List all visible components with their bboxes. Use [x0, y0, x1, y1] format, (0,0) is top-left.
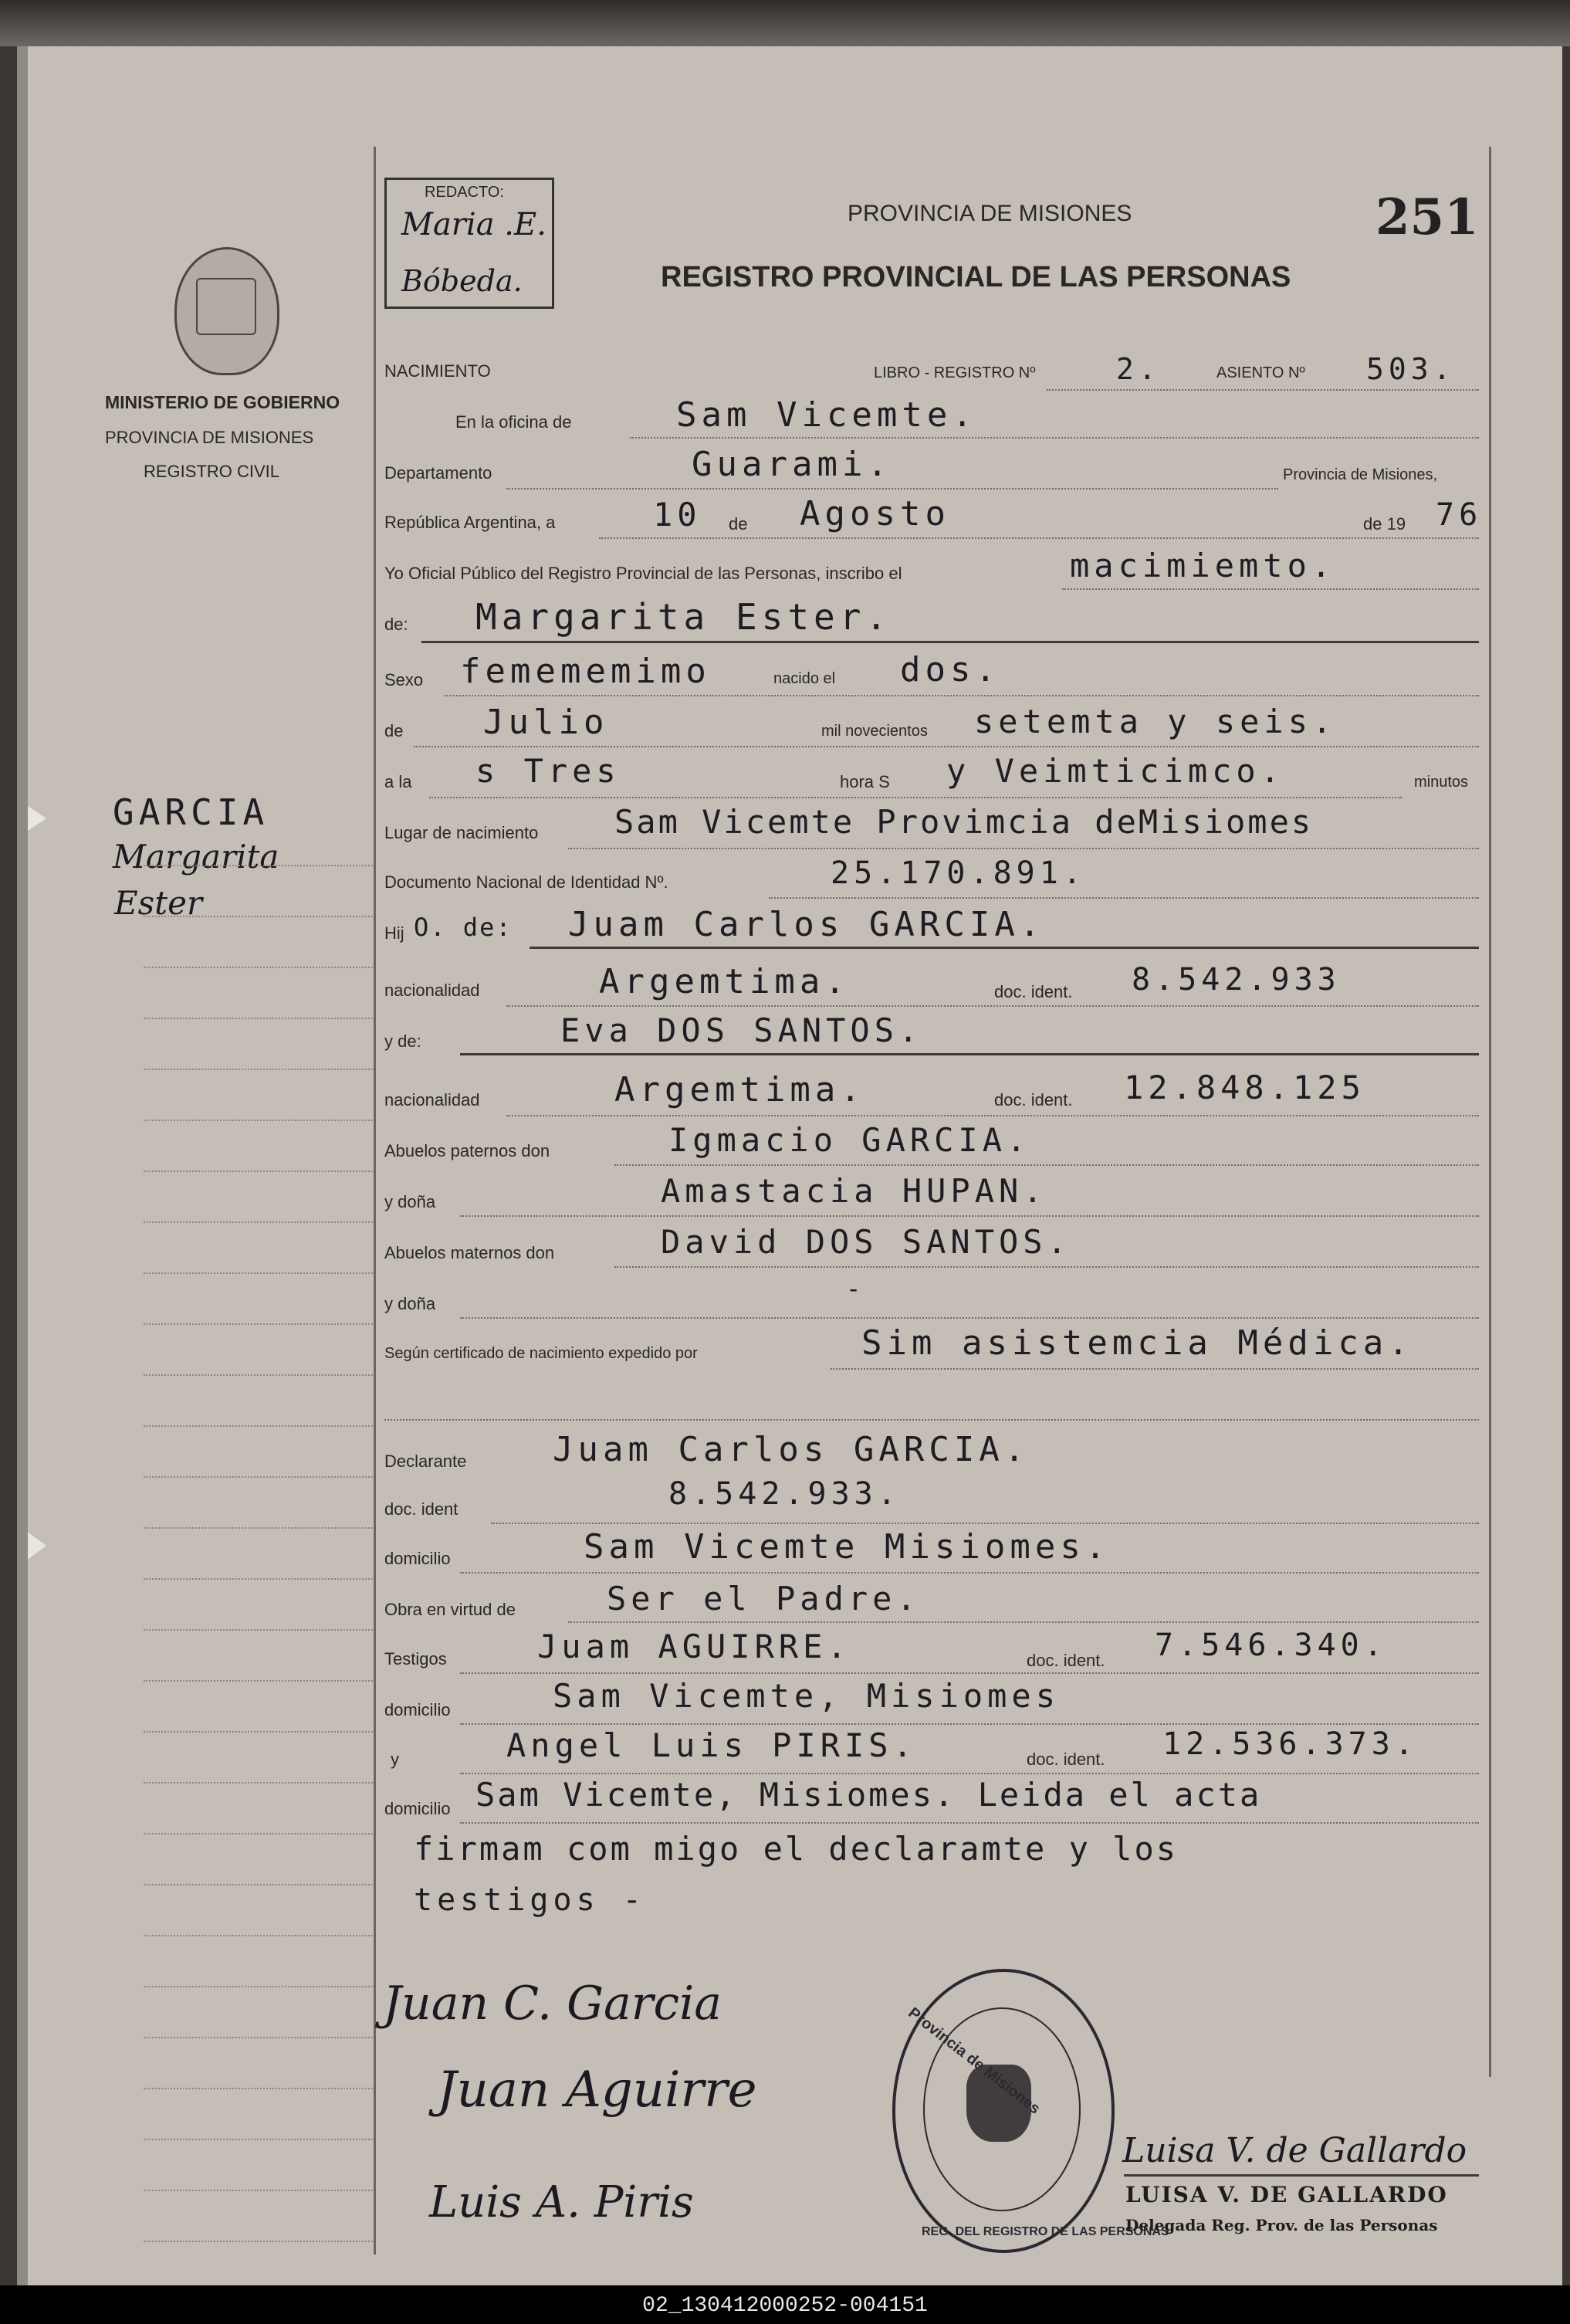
- testigo1-dom-label: domicilio: [384, 1700, 451, 1719]
- cierre-line1: firmam com migo el declaramte y los: [414, 1830, 1179, 1868]
- testigo2-line: [460, 1773, 1479, 1774]
- margin-rule: [144, 1170, 375, 1172]
- margin-rule: [144, 1527, 375, 1529]
- madre-rule: [460, 1053, 1479, 1055]
- abp-dona-label: y doña: [384, 1192, 436, 1211]
- margin-rule: [144, 2241, 375, 2242]
- abp-dona-line: [460, 1215, 1479, 1217]
- margin-rule: [144, 1986, 375, 1987]
- testigo1-line: [460, 1672, 1479, 1674]
- redacto-name1: Maria .E.: [401, 207, 546, 242]
- stamp-text-bottom: REG. DEL REGISTRO DE LAS PERSONAS: [922, 2225, 1169, 2238]
- margin-note-line3: Ester: [114, 884, 203, 922]
- nombre-rule: [421, 641, 1479, 643]
- testigo2-dom: Sam Vicemte, Misiomes. Leida el acta: [475, 1776, 1262, 1814]
- depto-value: Guarami.: [692, 445, 892, 484]
- testigo1-doc-label: doc. ident.: [1027, 1651, 1105, 1670]
- declarante-value: Juam Carlos GARCIA.: [553, 1430, 1030, 1469]
- declarante-label: Declarante: [384, 1452, 467, 1471]
- margin-rule: [144, 2037, 375, 2038]
- testigo1-doc: 7.546.340.: [1155, 1628, 1387, 1663]
- mes-nac-value: Julio: [483, 703, 609, 742]
- top-band: [0, 0, 1570, 46]
- madre-doc-value: 12.848.125: [1124, 1069, 1365, 1106]
- right-border: [1489, 147, 1491, 2077]
- anio-label: de 19: [1363, 514, 1406, 534]
- hora-value: s Tres: [475, 752, 621, 790]
- abm-dona-label: y doña: [384, 1294, 436, 1313]
- margin-note-line2: Margarita: [113, 838, 279, 876]
- margin-rule: [144, 1120, 375, 1121]
- abm-dona-value: -: [846, 1274, 866, 1303]
- binding-tear-2: [23, 1529, 46, 1563]
- margin-rule: [144, 1476, 375, 1478]
- left-border: [374, 147, 376, 2255]
- fecha-line: [599, 537, 1479, 539]
- nacido-label: nacido el: [773, 670, 836, 687]
- margin-rule: [144, 1935, 375, 1936]
- margin-rule: [144, 1629, 375, 1631]
- signature-1: Juan C. Garcia: [383, 1977, 722, 2031]
- sidebar-province: PROVINCIA DE MISIONES: [105, 428, 314, 447]
- min-value: y Veimticimco.: [946, 752, 1285, 790]
- madre-doc-label: doc. ident.: [994, 1090, 1073, 1109]
- sexo-value: femememimo: [460, 652, 711, 691]
- oficina-value: Sam Vicemte.: [676, 395, 977, 435]
- padre-nac-label: nacionalidad: [384, 981, 480, 1000]
- testigo1-value: Juam AGUIRRE.: [537, 1628, 851, 1665]
- de2-label: de: [384, 721, 404, 740]
- margin-rule: [144, 1221, 375, 1223]
- madre-value: Eva DOS SANTOS.: [560, 1011, 923, 1049]
- minutos-label: minutos: [1414, 774, 1469, 791]
- dia-value: 10: [653, 496, 702, 534]
- de-nombre-label: de:: [384, 615, 408, 634]
- page-number: 251: [1375, 188, 1479, 246]
- ministry-label: MINISTERIO DE GOBIERNO: [105, 392, 340, 412]
- testigo2-value: Angel Luis PIRIS.: [506, 1726, 917, 1764]
- libro-label: LIBRO - REGISTRO Nº: [874, 364, 1036, 381]
- dni-line: [769, 897, 1479, 899]
- margin-rule: [144, 1425, 375, 1427]
- mil-label: mil novecientos: [821, 723, 928, 740]
- padre-doc-label: doc. ident.: [994, 982, 1073, 1001]
- testigo1-dom-line: [460, 1723, 1479, 1725]
- official-name: LUISA V. DE GALLARDO: [1125, 2182, 1448, 2207]
- padre-rule: [530, 947, 1479, 949]
- oficina-line: [630, 437, 1479, 439]
- madre-nac-label: nacionalidad: [384, 1090, 480, 1109]
- nacido-value: dos.: [900, 650, 1000, 689]
- abp-dona-value: Amastacia HUPAN.: [661, 1172, 1047, 1210]
- inscribo-value: macimiemto.: [1070, 547, 1336, 584]
- margin-rule: [144, 2139, 375, 2140]
- obra-label: Obra en virtud de: [384, 1600, 516, 1619]
- depto-label: Departamento: [384, 463, 492, 483]
- official-title: Delegada Reg. Prov. de las Personas: [1125, 2216, 1438, 2234]
- sidebar-civil: REGISTRO CIVIL: [144, 462, 280, 481]
- binding-tear-1: [23, 803, 46, 834]
- y-label: y: [391, 1750, 399, 1769]
- testigo1-dom: Sam Vicemte, Misiomes: [553, 1677, 1061, 1715]
- declarante-doc: 8.542.933.: [668, 1476, 901, 1512]
- registry-title: REGISTRO PROVINCIAL DE LAS PERSONAS: [661, 261, 1291, 293]
- madre-nac-line: [506, 1115, 1479, 1116]
- ala-label: a la: [384, 772, 412, 791]
- nombre-value: Margarita Ester.: [475, 596, 892, 638]
- margin-rule: [144, 1069, 375, 1070]
- stamp-text-top: Provincia de Misiones: [905, 2004, 1044, 2118]
- redacto-name2: Bóbeda.: [401, 264, 523, 298]
- libro-value: 2.: [1116, 352, 1161, 386]
- anio-nac-value: setemta y seis.: [974, 703, 1337, 740]
- yo-label: Yo Oficial Público del Registro Provincial de las Personas, inscribo el: [384, 564, 902, 583]
- margin-rule: [144, 967, 375, 968]
- obra-value: Ser el Padre.: [607, 1580, 921, 1618]
- margin-rule: [144, 1323, 375, 1325]
- yde-label: y de:: [384, 1032, 421, 1051]
- padre-nac-line: [506, 1005, 1479, 1007]
- provincia-label: Provincia de Misiones,: [1283, 466, 1438, 483]
- nacimiento-label: NACIMIENTO: [384, 361, 491, 381]
- margin-rule: [144, 1374, 375, 1376]
- hijo-suffix: O. de:: [414, 913, 513, 942]
- margin-rule: [144, 1833, 375, 1834]
- madre-nac-value: Argemtima.: [614, 1070, 865, 1109]
- cierre-line2: testigos -: [414, 1882, 646, 1918]
- abp-value: Igmacio GARCIA.: [668, 1121, 1031, 1159]
- mes-value: Agosto: [800, 494, 950, 534]
- domicilio-label: domicilio: [384, 1549, 451, 1568]
- padre-value: Juam Carlos GARCIA.: [568, 905, 1045, 944]
- depto-line: [506, 488, 1278, 490]
- lugar-line: [568, 848, 1479, 849]
- abm-label: Abuelos maternos don: [384, 1243, 555, 1262]
- hijo-label: Hij: [384, 923, 404, 943]
- asiento-value: 503.: [1366, 352, 1456, 386]
- anio-value: 76: [1436, 497, 1483, 533]
- abm-line: [614, 1266, 1479, 1268]
- redacto-label: REDACTO:: [425, 184, 504, 201]
- docident-label: doc. ident: [384, 1499, 458, 1519]
- hora-line: [429, 797, 1402, 798]
- segun-value: Sim asistemcia Médica.: [861, 1323, 1413, 1363]
- segun-line: [831, 1368, 1479, 1370]
- margin-rule: [144, 916, 375, 917]
- declarante-dom: Sam Vicemte Misiomes.: [584, 1527, 1111, 1567]
- de-label: de: [729, 514, 748, 534]
- republica-label: República Argentina, a: [384, 513, 556, 532]
- lugar-label: Lugar de nacimiento: [384, 823, 539, 842]
- signature-3: Luis A. Piris: [429, 2177, 694, 2227]
- document-page: [17, 46, 1562, 2285]
- segun-label: Según certificado de nacimiento expedido por: [384, 1345, 698, 1362]
- sexo-line: [445, 695, 1479, 696]
- inscribo-line: [1062, 588, 1479, 590]
- padre-doc-value: 8.542.933: [1132, 962, 1341, 998]
- abp-label: Abuelos paternos don: [384, 1141, 550, 1160]
- margin-rule: [144, 1680, 375, 1682]
- file-id: 02_130412000252-004151: [642, 2294, 928, 2318]
- margin-rule: [144, 865, 375, 866]
- signature-2: Juan Aguirre: [437, 2061, 757, 2119]
- domicilio-line: [460, 1572, 1479, 1574]
- padre-nac-value: Argemtima.: [599, 962, 850, 1001]
- blank-line: [384, 1419, 1479, 1421]
- margin-rule: [144, 1731, 375, 1733]
- margin-rule: [144, 1578, 375, 1580]
- obra-line: [568, 1621, 1479, 1623]
- official-signature: Luisa V. de Gallardo: [1122, 2131, 1467, 2170]
- abm-dona-line: [460, 1317, 1479, 1319]
- header-province: PROVINCIA DE MISIONES: [848, 201, 1132, 226]
- official-signature-line: [1124, 2174, 1479, 2177]
- sexo-label: Sexo: [384, 670, 424, 689]
- declarante-doc-line: [491, 1523, 1479, 1524]
- testigo2-doc-label: doc. ident.: [1027, 1750, 1105, 1769]
- margin-rule: [144, 1782, 375, 1784]
- horas-label: hora S: [840, 772, 890, 791]
- abp-line: [614, 1164, 1479, 1166]
- abm-value: David DOS SANTOS.: [661, 1223, 1071, 1261]
- coat-of-arms-inner: [196, 278, 256, 335]
- margin-note-line1: GARCIA: [113, 791, 269, 833]
- lugar-value: Sam Vicemte Provimcia deMisiomes: [614, 803, 1314, 841]
- dni-label: Documento Nacional de Identidad Nº.: [384, 872, 668, 892]
- margin-rule: [144, 2190, 375, 2191]
- testigo2-dom-line: [460, 1822, 1479, 1824]
- testigo2-dom-label: domicilio: [384, 1799, 451, 1818]
- dni-value: 25.170.891.: [831, 855, 1086, 891]
- testigo2-doc: 12.536.373.: [1162, 1726, 1418, 1762]
- asiento-label: ASIENTO Nº: [1216, 364, 1305, 381]
- oficina-label: En la oficina de: [455, 412, 572, 432]
- mes-nac-line: [414, 746, 1479, 747]
- margin-rule: [144, 1018, 375, 1019]
- testigos-label: Testigos: [384, 1649, 447, 1668]
- margin-rule: [144, 2088, 375, 2089]
- libro-line: [1047, 389, 1479, 391]
- margin-rule: [144, 1884, 375, 1885]
- margin-rule: [144, 1272, 375, 1274]
